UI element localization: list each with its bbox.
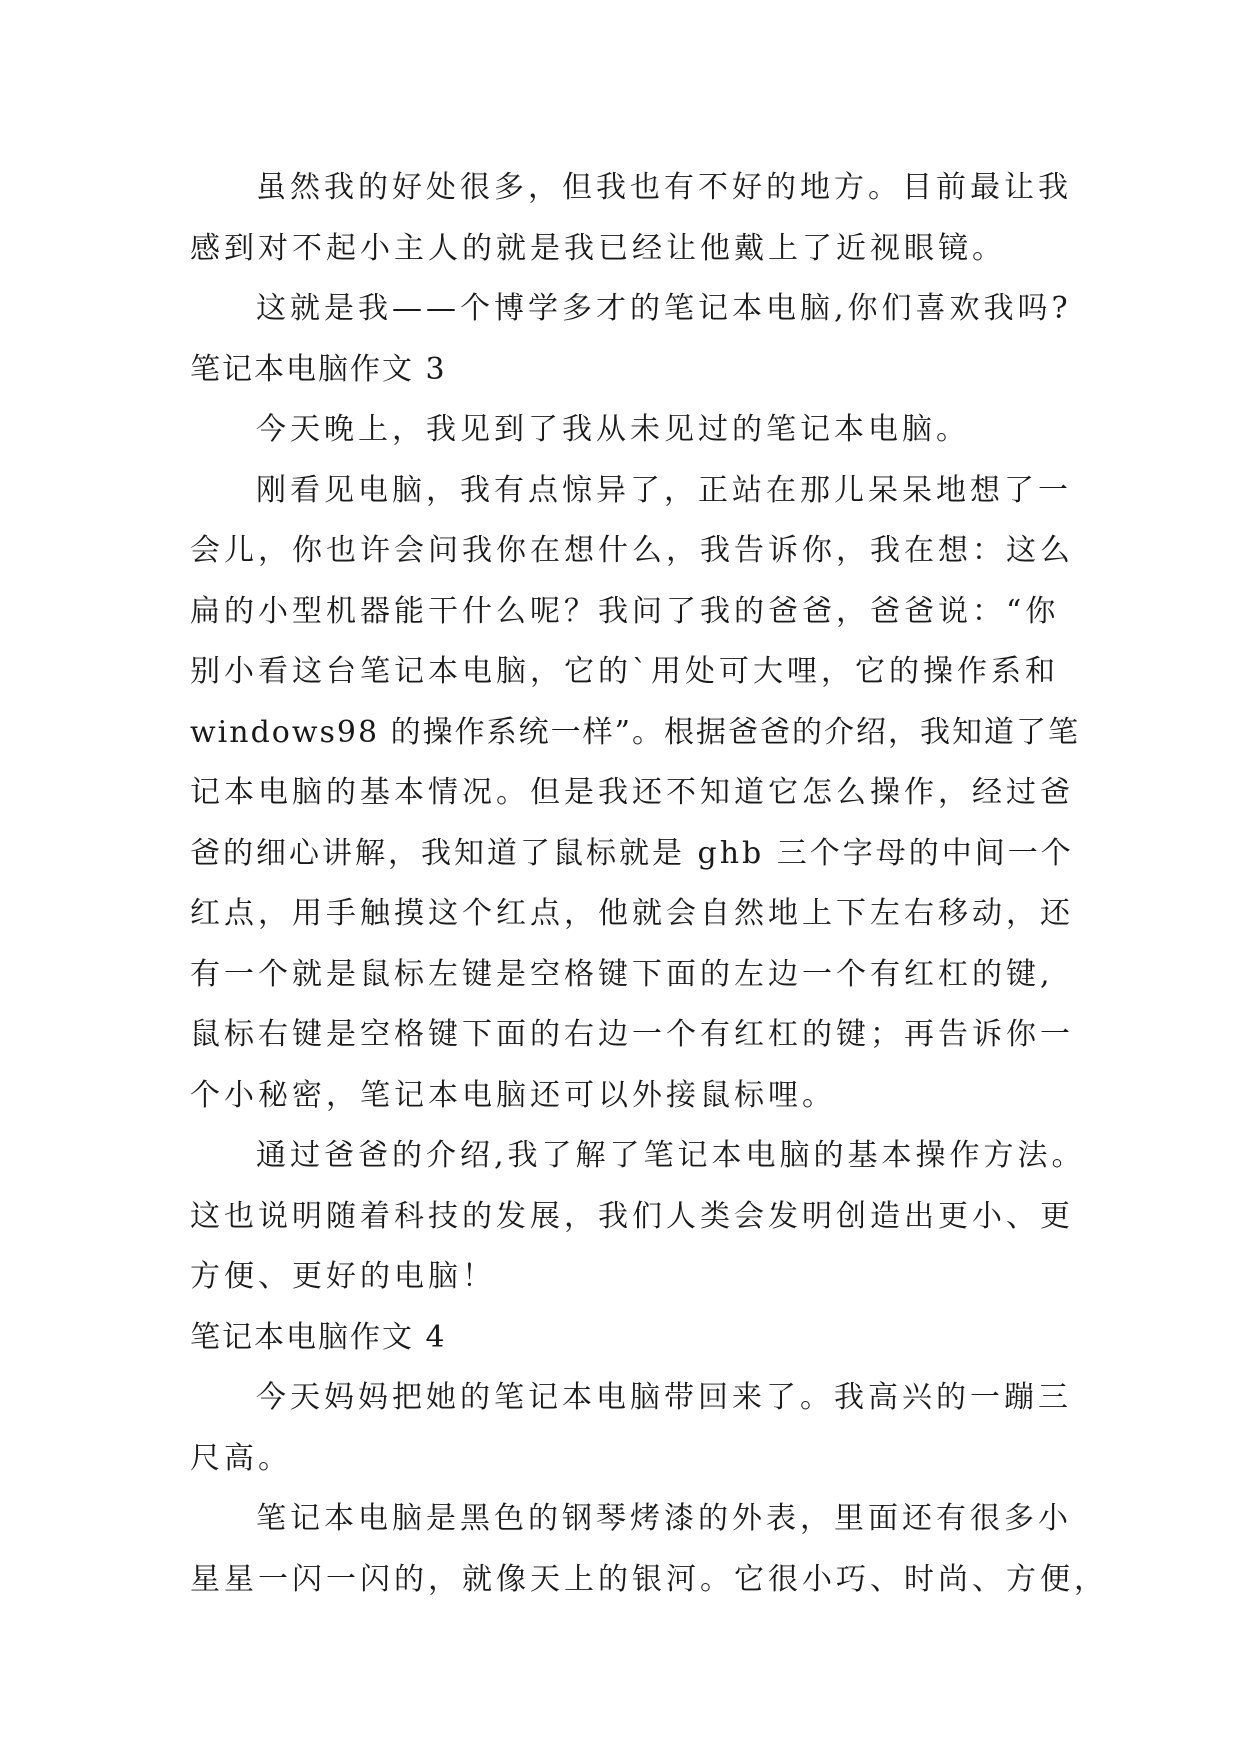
paragraph-line: 有一个就是鼠标左键是空格键下面的左边一个有红杠的键, (190, 956, 1054, 992)
paragraph-line: 鼠标右键是空格键下面的右边一个有红杠的键；再告诉你一 (190, 1017, 1074, 1052)
paragraph-line: windows98 的操作系统一样”。根据爸爸的介绍，我知道了笔 (190, 714, 1080, 750)
paragraph-line: 扁的小型机器能干什么呢？我问了我的爸爸，爸爸说：“你 (190, 593, 1060, 629)
paragraph-line: 这就是我——个博学多才的笔记本电脑,你们喜欢我吗? (256, 291, 1072, 326)
section-heading: 笔记本电脑作文 3 (190, 351, 447, 387)
section-heading: 笔记本电脑作文 4 (190, 1319, 447, 1355)
paragraph-line: 红点，用手触摸这个红点，他就会自然地上下左右移动，还 (190, 896, 1074, 931)
paragraph-line: 笔记本电脑是黑色的钢琴烤漆的外表，里面还有很多小 (256, 1501, 1072, 1536)
paragraph-line: 记本电脑的基本情况。但是我还不知道它怎么操作，经过爸 (190, 775, 1074, 810)
paragraph-line: 星星一闪一闪的，就像天上的银河。它很小巧、时尚、方便， (190, 1561, 1108, 1597)
paragraph-line: 今天妈妈把她的笔记本电脑带回来了。我高兴的一蹦三 (256, 1380, 1072, 1415)
paragraph-line: 通过爸爸的介绍,我了解了笔记本电脑的基本操作方法。 (256, 1138, 1086, 1173)
paragraph-line: 方便、更好的电脑！ (190, 1259, 496, 1294)
document-page (190, 158, 1108, 1610)
paragraph-line: 感到对不起小主人的就是我已经让他戴上了近视眼镜。 (190, 230, 1006, 266)
paragraph-line: 刚看见电脑，我有点惊异了，正站在那儿呆呆地想了一 (256, 472, 1072, 508)
paragraph-line: 虽然我的好处很多，但我也有不好的地方。目前最让我 (256, 170, 1072, 205)
paragraph-line: 今天晚上，我见到了我从未见过的笔记本电脑。 (256, 412, 970, 447)
paragraph-line: 个小秘密，笔记本电脑还可以外接鼠标哩。 (190, 1077, 836, 1113)
paragraph-line: 别小看这台笔记本电脑，它的`用处可大哩，它的操作系和 (190, 654, 1059, 689)
paragraph-line: 这也说明随着科技的发展，我们人类会发明创造出更小、更 (190, 1198, 1074, 1234)
paragraph-line: 爸的细心讲解，我知道了鼠标就是 ghb 三个字母的中间一个 (190, 835, 1074, 871)
paragraph-line: 尺高。 (190, 1440, 292, 1476)
paragraph-line: 会儿，你也许会问我你在想什么，我告诉你，我在想：这么 (190, 533, 1074, 568)
